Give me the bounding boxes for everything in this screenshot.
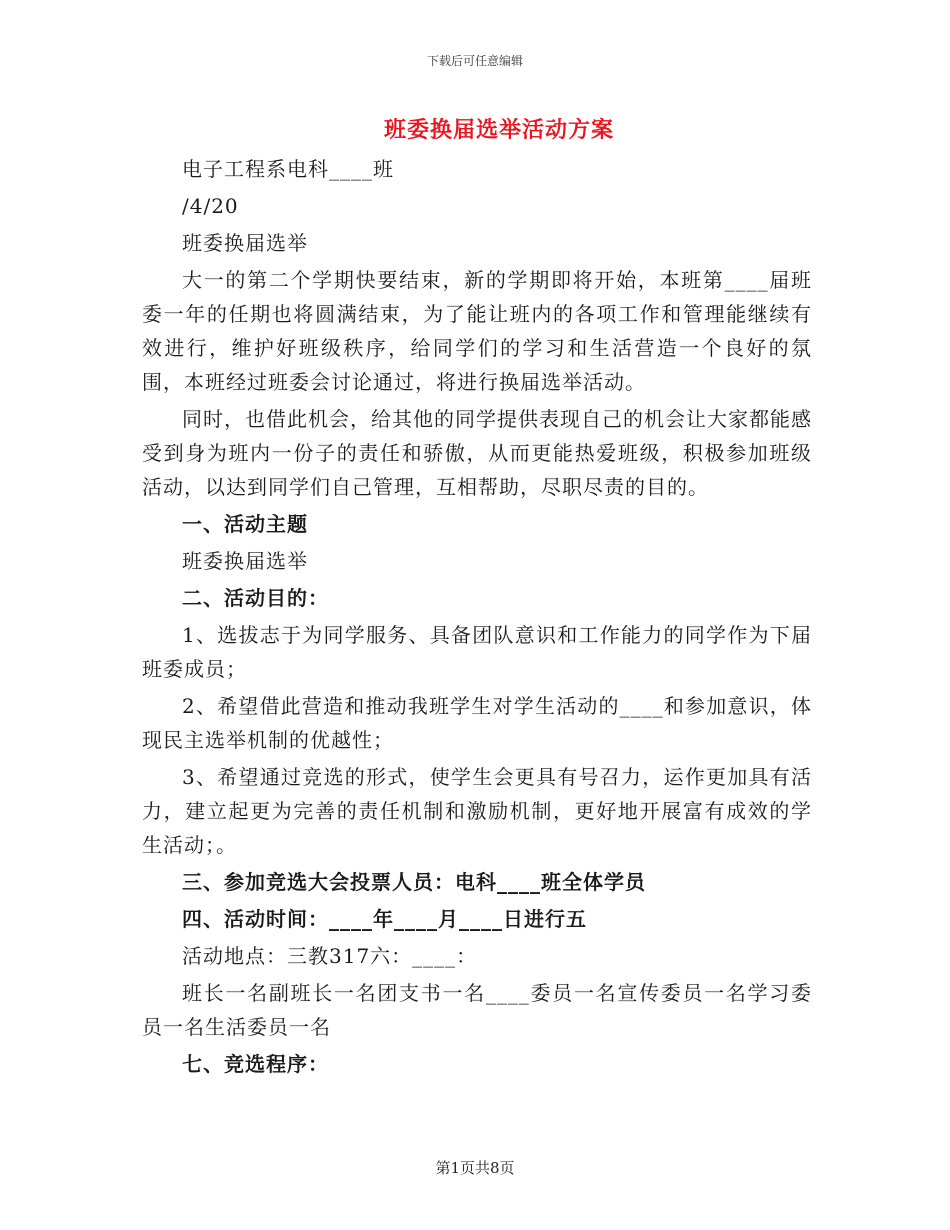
section-heading-procedure: 七、竞选程序： bbox=[182, 1052, 329, 1076]
theme-text: 班委换届选举 bbox=[182, 549, 308, 573]
intro-paragraph: 大一的第二个学期快要结束，新的学期即将开始，本班第____届班委一年的任期也将圆满结束，为了能让班内的各项工作和管理能继续有效进行，维护好班级秩序，给同学们的学习和生活营造一个良好的氛围，本班经过班委会讨论通过，将进行换届选举活动。 bbox=[142, 268, 812, 394]
section-heading-theme: 一、活动主题 bbox=[182, 512, 308, 536]
section-heading-goals: 二、活动目的： bbox=[182, 586, 329, 610]
purpose-paragraph: 同时，也借此机会，给其他的同学提供表现自己的机会让大家都能感受到身为班内一份子的责任和骄傲，从而更能热爱班级，积极参加班级活动，以达到同学们自己管理，互相帮助，尽职尽责的目的。 bbox=[142, 407, 812, 499]
goal-item-1: 1、选拔志于为同学服务、具备团队意识和工作能力的同学作为下届班委成员； bbox=[142, 623, 812, 681]
document-title: 班委换届选举活动方案 bbox=[383, 117, 614, 143]
goal-item-3: 3、希望通过竞选的形式，使学生会更具有号召力，运作更加具有活力，建立起更为完善的责任机制和激励机制，更好地开展富有成效的学生活动；。 bbox=[142, 765, 812, 857]
section-heading-time: 四、活动时间：____年____月____日进行五 bbox=[182, 907, 587, 931]
location-line: 活动地点：三教317六：____： bbox=[182, 944, 478, 968]
page-header: 下载后可任意编辑 bbox=[426, 54, 523, 68]
goal-item-2: 2、希望借此营造和推动我班学生对学生活动的____和参加意识，体现民主选举机制的优越性； bbox=[142, 694, 812, 752]
document-body bbox=[142, 152, 812, 1084]
subject-line: 班委换届选举 bbox=[182, 231, 308, 255]
section-heading-voters: 三、参加竞选大会投票人员：电科____班全体学员 bbox=[182, 870, 646, 894]
positions-paragraph: 班长一名副班长一名团支书一名____委员一名宣传委员一名学习委员一名生活委员一名 bbox=[142, 981, 812, 1039]
page-footer: 第1页共8页 bbox=[435, 1159, 515, 1177]
class-name-line: 电子工程系电科____班 bbox=[182, 157, 394, 181]
date-line: /4/20 bbox=[182, 194, 239, 218]
